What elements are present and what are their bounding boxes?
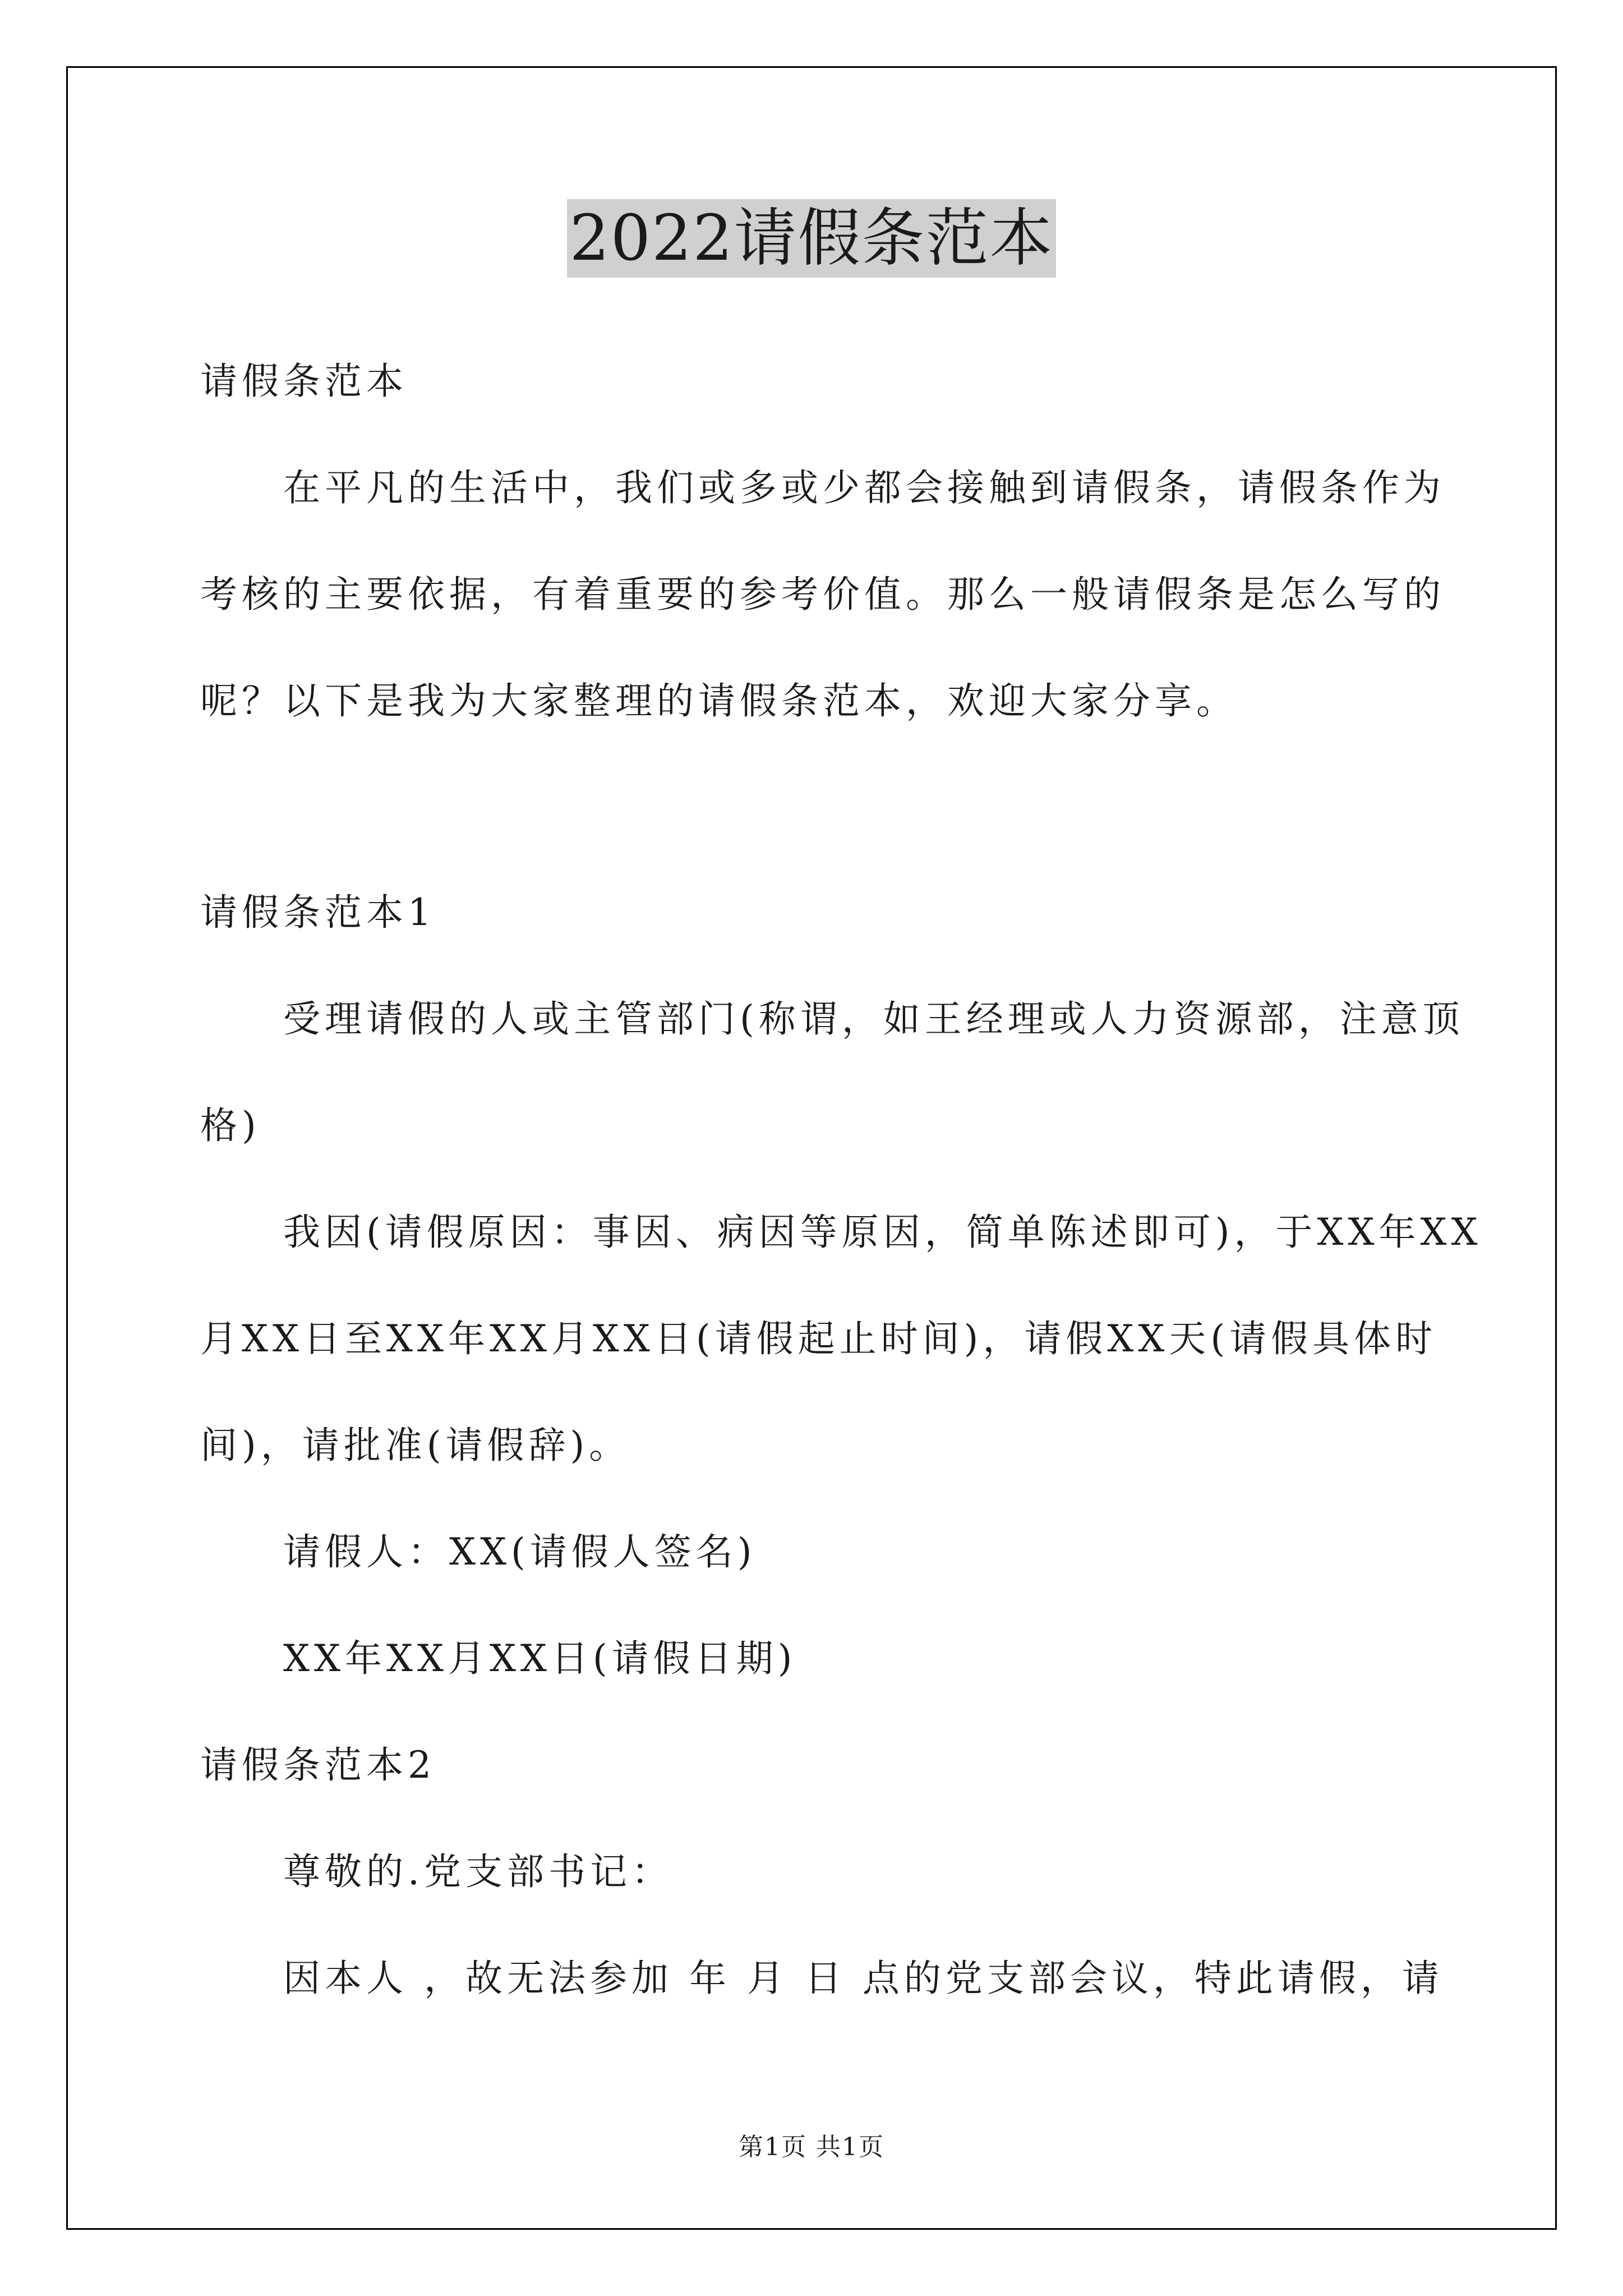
sample-2-body-line-1: 因本人 ，故无法参加 年 月 日 点的党支部会议，特此请假，请 [283, 1957, 1444, 2000]
intro-heading: 请假条范本 [200, 360, 408, 403]
sample-1-date: XX年XX月XX日(请假日期) [283, 1637, 797, 1680]
sample-1-body-line-1: 我因(请假原因：事因、病因等原因，简单陈述即可)，于XX年XX [283, 1211, 1482, 1254]
intro-paragraph-line-1: 在平凡的生活中，我们或多或少都会接触到请假条，请假条作为 [283, 466, 1445, 509]
document-title: 2022请假条范本 [567, 199, 1055, 278]
sample-1-body-line-2: 月XX日至XX年XX月XX日(请假起止时间)，请假XX天(请假具体时 [200, 1317, 1437, 1360]
sample-1-heading: 请假条范本1 [200, 891, 436, 934]
sample-2-heading: 请假条范本2 [200, 1743, 436, 1787]
sample-1-body-line-3: 间)，请批准(请假辞)。 [200, 1424, 631, 1467]
sample-2-salutation: 尊敬的.党支部书记： [283, 1850, 673, 1893]
intro-paragraph-line-2: 考核的主要依据，有着重要的参考价值。那么一般请假条是怎么写的 [200, 573, 1445, 616]
title-container [0, 199, 1623, 278]
sample-1-addressee-line-1: 受理请假的人或主管部门(称谓，如王经理或人力资源部，注意顶 [283, 997, 1464, 1041]
intro-paragraph-line-3: 呢？以下是我为大家整理的请假条范本，欢迎大家分享。 [200, 679, 1238, 723]
sample-1-signature: 请假人：XX(请假人签名) [283, 1530, 757, 1573]
page-footer: 第1页 共1页 [739, 2133, 884, 2161]
sample-1-addressee-line-2: 格) [200, 1104, 261, 1147]
